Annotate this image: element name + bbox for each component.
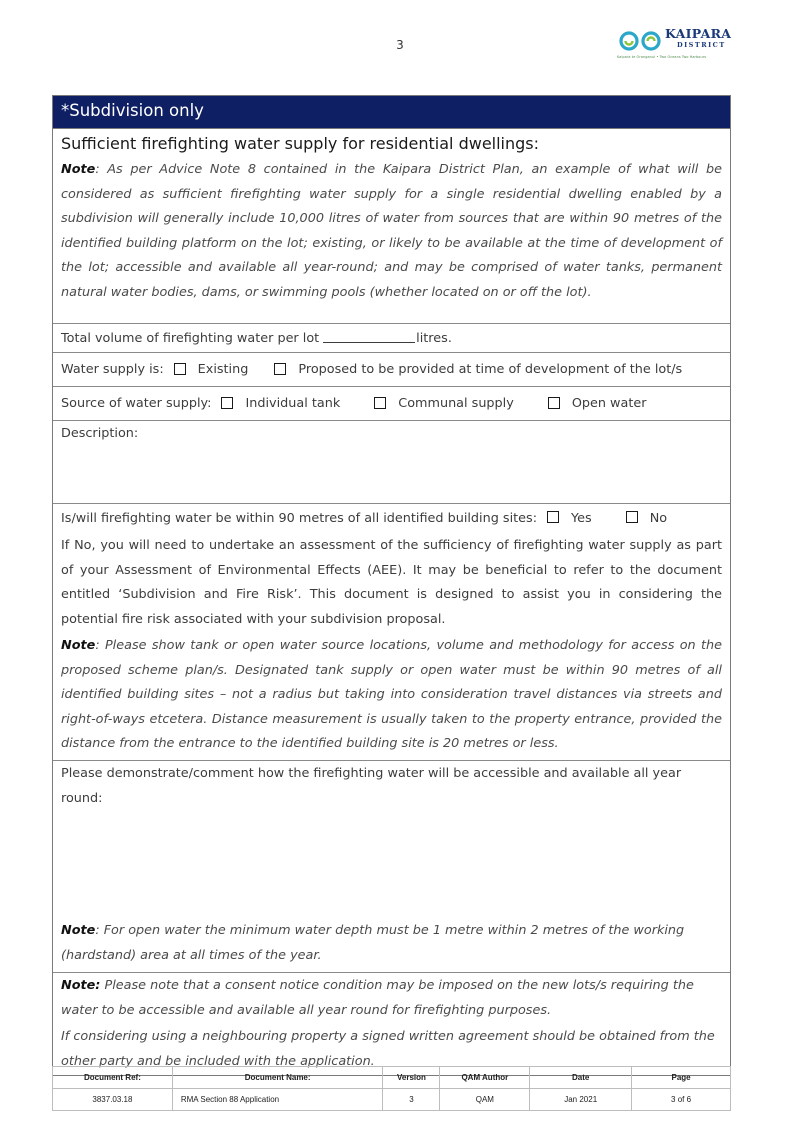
- note-text: : For open water the minimum water depth must be 1 metre within 2 metres of the working (hardstand) area at all times of the year.: [61, 923, 685, 963]
- no-label: No: [649, 510, 668, 526]
- logo-tagline: Kaipara te Oranganui • Two Oceans Two Harbours: [617, 55, 707, 59]
- page-value: 3 of 6: [632, 1089, 731, 1111]
- source-row: [53, 387, 730, 421]
- yes-label: Yes: [571, 510, 592, 526]
- title-note-row: [53, 129, 730, 324]
- open-water-checkbox[interactable]: [548, 397, 560, 409]
- doc-ref-value: 3837.03.18: [53, 1089, 173, 1111]
- kaipara-district-logo: [617, 26, 732, 63]
- open-water-note: [61, 919, 722, 968]
- firefighting-water-form: [52, 95, 731, 1076]
- proposed-checkbox[interactable]: [274, 363, 286, 375]
- version-value: 3: [383, 1089, 440, 1111]
- doc-ref-header: Document Ref:: [53, 1067, 173, 1089]
- individual-tank-checkbox[interactable]: [221, 397, 233, 409]
- if-no-paragraph: If No, you will need to undertake an assessment of the sufficiency of firefighting water supply as part of your Assessment of Environmental Effects (AEE). It may be beneficial to refer to the document entitled ‘Subdivision and Fire Risk’. This document is designed to assist you in considering the potential fire risk associated with your subdivision proposal.: [61, 538, 722, 627]
- within-90m-row: [53, 504, 730, 761]
- section-header: *Subdivision only: [53, 96, 730, 129]
- form-title: Sufficient firefighting water supply for residential dwellings:: [61, 134, 540, 153]
- demonstrate-row[interactable]: [53, 761, 730, 973]
- communal-supply-checkbox[interactable]: [374, 397, 386, 409]
- existing-label: Existing: [197, 362, 249, 377]
- advice-note: [61, 155, 722, 305]
- logo-subtitle: DISTRICT: [677, 41, 726, 49]
- note-label: Note: [61, 638, 96, 653]
- note-label: Note: [61, 162, 96, 177]
- water-supply-row: [53, 353, 730, 387]
- logo-wordmark: KAIPARA: [665, 26, 732, 41]
- doc-name-value: RMA Section 88 Application: [172, 1089, 383, 1111]
- total-volume-row: [53, 324, 730, 353]
- swirl-logo-icon: [617, 30, 663, 52]
- total-volume-input[interactable]: [323, 333, 415, 343]
- source-label: Source of water supply:: [61, 396, 212, 411]
- version-header: Version: [383, 1067, 440, 1089]
- qam-author-header: QAM Author: [440, 1067, 530, 1089]
- consent-notice-row: [53, 973, 730, 1075]
- description-row[interactable]: [53, 421, 730, 504]
- footer-value-row: [53, 1089, 731, 1111]
- within-90m-label: Is/will firefighting water be within 90 metres of all identified building sites:: [61, 510, 538, 526]
- date-header: Date: [530, 1067, 632, 1089]
- no-checkbox[interactable]: [626, 511, 638, 523]
- individual-tank-label: Individual tank: [245, 396, 341, 411]
- description-label: Description:: [61, 426, 139, 441]
- footer-header-row: [53, 1067, 731, 1089]
- note-text: Please note that a consent notice condition may be imposed on the new lots/s requiring the water to be accessible and available all year round for firefighting purposes.: [61, 978, 694, 1018]
- qam-author-value: QAM: [440, 1089, 530, 1111]
- total-volume-unit: litres.: [416, 330, 452, 346]
- document-control-table: [52, 1066, 731, 1111]
- page-header: Page: [632, 1067, 731, 1089]
- scheme-plan-note: [61, 632, 722, 757]
- note-text: : As per Advice Note 8 contained in the Kaipara District Plan, an example of what will be considered as sufficient firefighting water supply for a single residential dwelling enabled by a subdivision will generally include 10,000 litres of water from sources that are within 90 metres of the identified building platform on the lot; existing, or likely to be available at the time of development of the lot; accessible and available all year-round; and may be comprised of water tanks, permanent natural water bodies, dams, or swimming pools (whether located on or off the lot).: [61, 162, 722, 300]
- existing-checkbox[interactable]: [174, 363, 186, 375]
- water-supply-label: Water supply is:: [61, 362, 164, 377]
- yes-checkbox[interactable]: [547, 511, 559, 523]
- consent-notice-note: [61, 973, 722, 1023]
- date-value: Jan 2021: [530, 1089, 632, 1111]
- proposed-label: Proposed to be provided at time of development of the lot/s: [298, 362, 683, 377]
- doc-name-header: Document Name:: [172, 1067, 383, 1089]
- communal-supply-label: Communal supply: [398, 396, 514, 411]
- page-number: 3: [396, 38, 404, 52]
- open-water-label: Open water: [571, 396, 647, 411]
- note-label: Note: [61, 923, 96, 938]
- note-label: Note:: [61, 978, 101, 993]
- total-volume-label: Total volume of firefighting water per lot: [61, 330, 320, 346]
- note-text: : Please show tank or open water source locations, volume and methodology for access on the proposed scheme plan/s. Designated tank supply or open water must be within 90 metres of all identified building sites – not a radius but taking into consideration travel distances via streets and right-of-ways etcetera. Distance measurement is usually taken to the property entrance, provided the distance from the entrance to the identified building site is 20 metres or less.: [61, 638, 722, 751]
- demonstrate-label: Please demonstrate/comment how the firefighting water will be accessible and available all year round:: [61, 766, 682, 806]
- neighbour-agreement-note: If considering using a neighbouring property a signed written agreement should be obtained from the other party and be included with the application.: [61, 1029, 715, 1069]
